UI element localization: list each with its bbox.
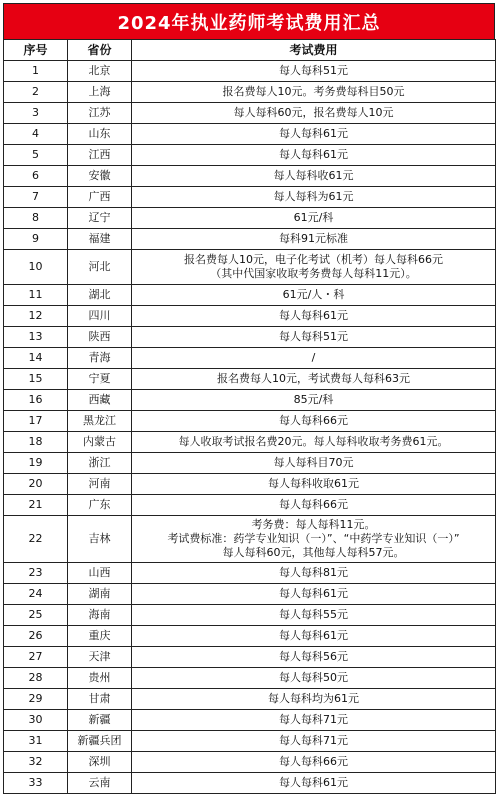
row-province: 贵州 [68,668,132,689]
table-body [4,61,496,794]
table-row [4,432,496,453]
row-index: 12 [4,306,68,327]
table-row [4,187,496,208]
fee-line: 每人每科55元 [279,608,348,621]
fee-line: 每人每科为61元 [273,190,354,203]
row-index: 31 [4,731,68,752]
fee-line: 每人每科66元 [279,498,348,511]
row-index: 16 [4,390,68,411]
fee-line: 每人每科66元 [279,414,348,427]
table-row [4,103,496,124]
row-fee [132,584,496,605]
row-fee [132,229,496,250]
row-fee [132,453,496,474]
row-index: 20 [4,474,68,495]
table-row [4,166,496,187]
table-row [4,369,496,390]
fee-line: 每人每科50元 [279,671,348,684]
row-province: 湖南 [68,584,132,605]
row-province: 天津 [68,647,132,668]
row-index: 23 [4,563,68,584]
row-index: 14 [4,348,68,369]
row-fee [132,411,496,432]
header-index: 序号 [4,40,68,61]
row-fee [132,61,496,82]
row-index: 6 [4,166,68,187]
row-province: 新疆 [68,710,132,731]
row-province: 广东 [68,495,132,516]
table-row [4,773,496,794]
row-province: 重庆 [68,626,132,647]
table-row [4,61,496,82]
fee-line: 每人每科71元 [279,713,348,726]
table-row [4,285,496,306]
row-fee [132,250,496,285]
row-province: 吉林 [68,516,132,563]
row-fee [132,285,496,306]
table-row [4,516,496,563]
row-index: 26 [4,626,68,647]
row-fee [132,187,496,208]
row-fee [132,208,496,229]
row-province: 四川 [68,306,132,327]
row-fee [132,710,496,731]
table-row [4,229,496,250]
row-province: 陕西 [68,327,132,348]
table-row [4,390,496,411]
row-province: 宁夏 [68,369,132,390]
table-row [4,145,496,166]
fee-line: 每人每科60元，报名费每人10元 [233,106,394,119]
row-fee [132,348,496,369]
fee-line: 61元/科 [293,211,334,224]
row-index: 29 [4,689,68,710]
fee-line: 85元/科 [293,393,334,406]
table-row [4,584,496,605]
fee-line: 每人每科61元 [279,587,348,600]
fee-line: 考务费：每人每科11元。 [251,518,376,531]
table-row [4,306,496,327]
row-fee [132,82,496,103]
fee-line: 每人每科61元 [279,148,348,161]
row-fee [132,166,496,187]
row-index: 24 [4,584,68,605]
fee-line: / [311,351,316,364]
row-fee [132,145,496,166]
row-index: 5 [4,145,68,166]
row-fee [132,731,496,752]
fee-line: 每人每科61元 [279,629,348,642]
fee-line: 报名费每人10元，考试费每人每科63元 [217,372,410,385]
fee-line: 考试费标准：药学专业知识（一）”、“中药学专业知识（一）” [167,532,460,545]
row-index: 9 [4,229,68,250]
row-fee [132,773,496,794]
row-index: 8 [4,208,68,229]
table-row [4,474,496,495]
fee-line: 每人每科56元 [279,650,348,663]
row-fee [132,563,496,584]
fee-line: 每人每科71元 [279,734,348,747]
row-fee [132,124,496,145]
row-index: 17 [4,411,68,432]
page-title: 2024年执业药师考试费用汇总 [3,3,495,39]
row-index: 15 [4,369,68,390]
fee-line: 每人每科收取61元 [268,477,359,490]
table-row [4,710,496,731]
row-province: 内蒙古 [68,432,132,453]
table-row [4,563,496,584]
fee-line: 61元/人・科 [282,288,345,301]
row-index: 18 [4,432,68,453]
row-province: 辽宁 [68,208,132,229]
row-province: 青海 [68,348,132,369]
row-province: 广西 [68,187,132,208]
row-fee [132,689,496,710]
fee-line: 每科91元标准 [279,232,348,245]
header-fee: 考试费用 [132,40,496,61]
row-fee [132,668,496,689]
row-province: 北京 [68,61,132,82]
fee-line: 每人每科61元 [279,309,348,322]
row-fee [132,474,496,495]
table-row [4,647,496,668]
fee-line: 每人每科81元 [279,566,348,579]
row-index: 13 [4,327,68,348]
row-index: 3 [4,103,68,124]
row-province: 安徽 [68,166,132,187]
row-province: 江西 [68,145,132,166]
row-index: 7 [4,187,68,208]
row-fee [132,516,496,563]
row-province: 上海 [68,82,132,103]
row-index: 25 [4,605,68,626]
table-row [4,82,496,103]
fee-line: 报名费每人10元。考务费每科目50元 [222,85,405,98]
row-province: 江苏 [68,103,132,124]
fee-summary-sheet [3,3,495,797]
row-province: 山西 [68,563,132,584]
row-province: 甘肃 [68,689,132,710]
table-row [4,495,496,516]
header-province: 省份 [68,40,132,61]
row-province: 新疆兵团 [68,731,132,752]
row-index: 22 [4,516,68,563]
row-index: 32 [4,752,68,773]
fee-line: 每人每科均为61元 [268,692,359,705]
table-row [4,348,496,369]
row-fee [132,327,496,348]
row-index: 28 [4,668,68,689]
fee-table [3,39,496,794]
row-fee [132,432,496,453]
row-province: 黑龙江 [68,411,132,432]
row-index: 27 [4,647,68,668]
table-row [4,731,496,752]
table-row [4,668,496,689]
row-index: 4 [4,124,68,145]
table-row [4,626,496,647]
row-fee [132,369,496,390]
row-fee [132,605,496,626]
table-row [4,411,496,432]
fee-line: 报名费每人10元，电子化考试（机考）每人每科66元 [184,253,443,266]
row-index: 33 [4,773,68,794]
row-fee [132,626,496,647]
table-row [4,208,496,229]
table-row [4,605,496,626]
fee-line: 每人每科51元 [279,64,348,77]
row-index: 10 [4,250,68,285]
fee-line: 每人每科60元，其他每人每科57元。 [222,546,405,559]
row-province: 福建 [68,229,132,250]
row-index: 19 [4,453,68,474]
row-province: 山东 [68,124,132,145]
row-province: 河南 [68,474,132,495]
row-index: 21 [4,495,68,516]
fee-line: 每人每科收61元 [273,169,354,182]
table-header-row [4,40,496,61]
row-fee [132,495,496,516]
row-fee [132,103,496,124]
fee-line: 每人每科目70元 [273,456,354,469]
row-index: 1 [4,61,68,82]
row-fee [132,390,496,411]
row-province: 河北 [68,250,132,285]
row-fee [132,647,496,668]
row-province: 湖北 [68,285,132,306]
row-province: 浙江 [68,453,132,474]
table-row [4,327,496,348]
fee-line: 每人每科61元 [279,127,348,140]
table-row [4,689,496,710]
table-row [4,752,496,773]
row-index: 2 [4,82,68,103]
fee-line: 每人每科66元 [279,755,348,768]
row-fee [132,306,496,327]
row-fee [132,752,496,773]
row-province: 深圳 [68,752,132,773]
fee-line: （其中代国家收取考务费每人每科11元）。 [210,267,417,280]
row-province: 云南 [68,773,132,794]
table-row [4,250,496,285]
fee-line: 每人收取考试报名费20元。每人每科收取考务费61元。 [178,435,449,448]
row-index: 11 [4,285,68,306]
table-row [4,124,496,145]
table-row [4,453,496,474]
row-index: 30 [4,710,68,731]
row-province: 西藏 [68,390,132,411]
fee-line: 每人每科51元 [279,330,348,343]
fee-line: 每人每科61元 [279,776,348,789]
row-province: 海南 [68,605,132,626]
